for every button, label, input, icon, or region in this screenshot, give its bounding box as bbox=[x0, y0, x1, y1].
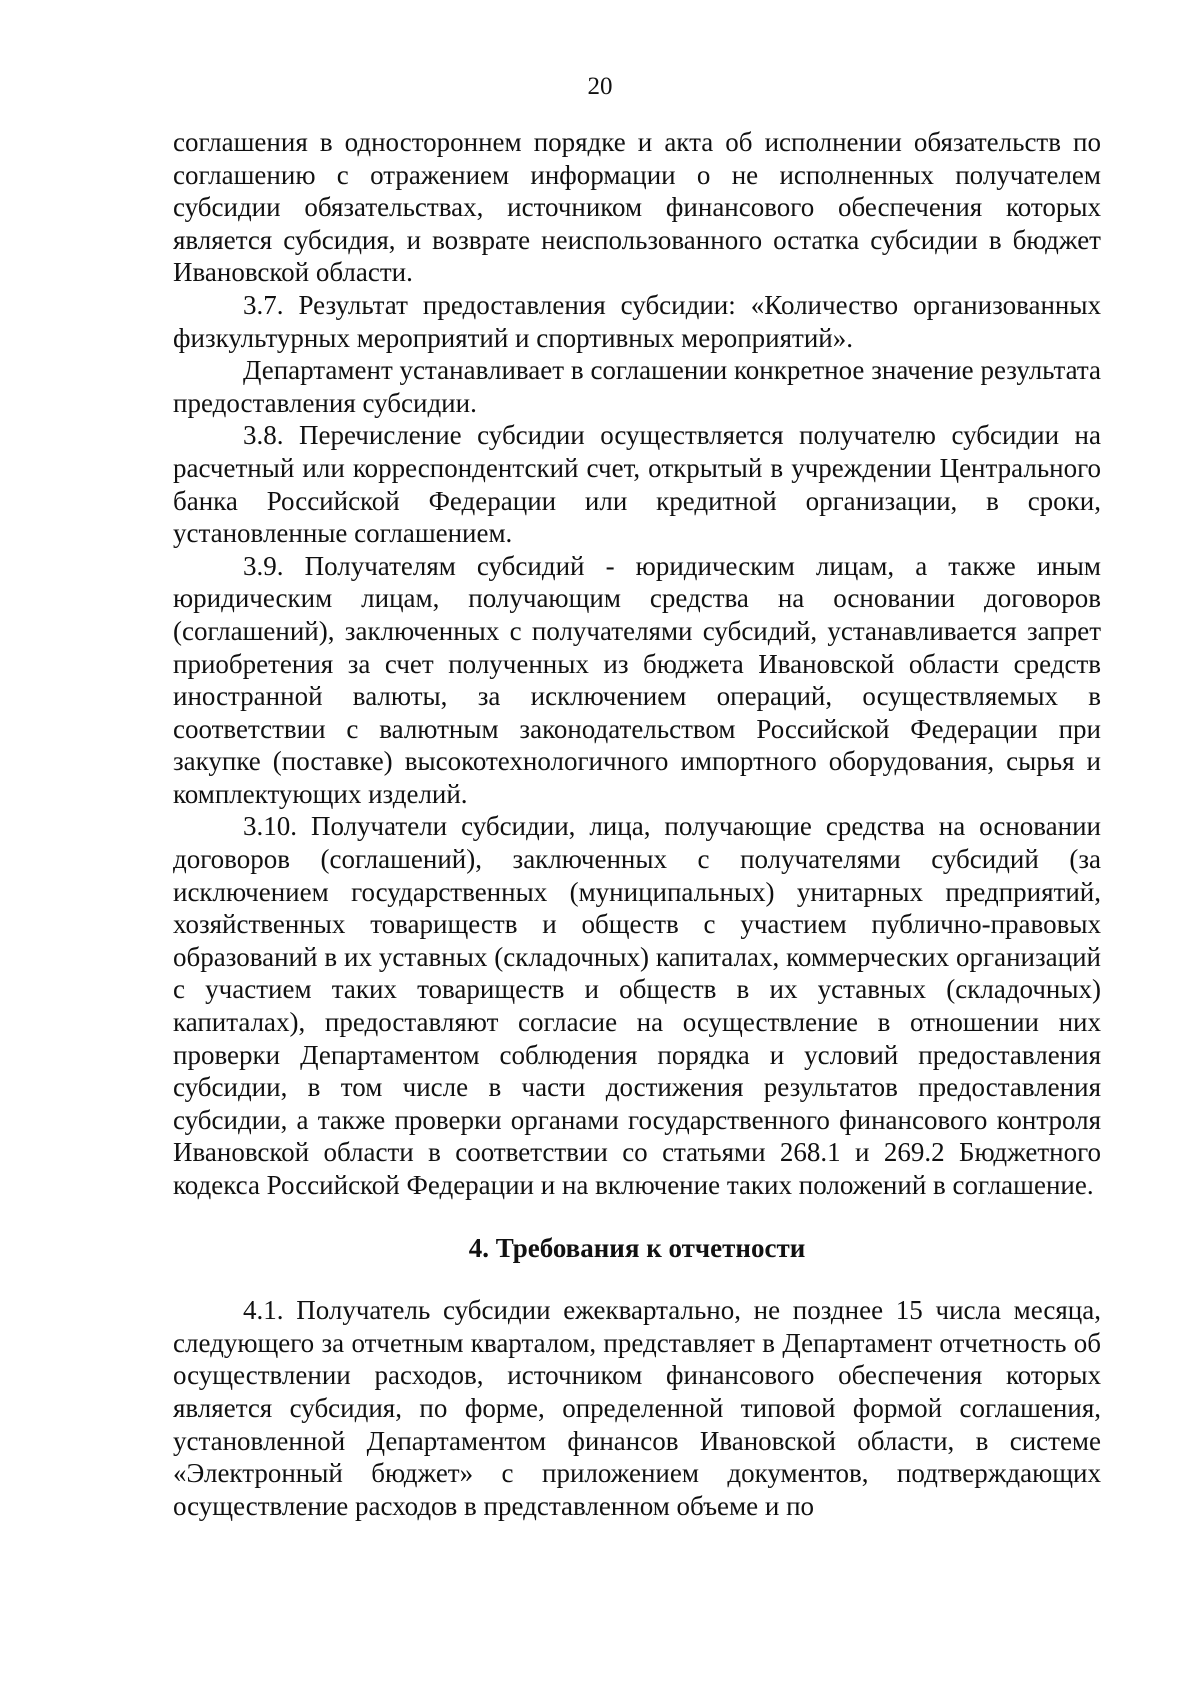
document-body bbox=[173, 126, 1101, 1522]
clause-3-10-paragraph: 3.10. Получатели субсидии, лица, получающие средства на основании договоров (соглашений), заключенных с получателями субсидий (за исключением государственных (муниципальных) унитарных предприятий, хозяйственных товариществ и обществ с участием публично-правовых образований в их уставных (складочных) капиталах, коммерческих организаций с участием таких товариществ и обществ в их уставных (складочных) капиталах), предоставляют согласие на осуществление в отношении них проверки Департаментом соблюдения порядка и условий предоставления субсидии, в том числе в части достижения результатов предоставления субсидии, а также проверки органами государственного финансового контроля Ивановской области в соответствии со статьями 268.1 и 269.2 Бюджетного кодекса Российской Федерации и на включение таких положений в соглашение. bbox=[173, 811, 1101, 1200]
clause-3-8-paragraph: 3.8. Перечисление субсидии осуществляется получателю субсидии на расчетный или корреспондентский счет, открытый в учреждении Центрального банка Российской Федерации или кредитной организации, в сроки, установленные соглашением. bbox=[173, 420, 1101, 549]
section-4-heading: 4. Требования к отчетности bbox=[468, 1232, 806, 1263]
clause-4-1-paragraph: 4.1. Получатель субсидии ежеквартально, не позднее 15 числа месяца, следующего за отчетным кварталом, представляет в Департамент отчетность об осуществлении расходов, источником финансового обеспечения которых является субсидия, по форме, определенной типовой формой соглашения, установленной Департаментом финансов Ивановской области, в системе «Электронный бюджет» с приложением документов, подтверждающих осуществление расходов в представленном объеме и по bbox=[173, 1295, 1101, 1521]
section3-continuation-paragraph: соглашения в одностороннем порядке и акта об исполнении обязательств по соглашению с отражением информации о не исполненных получателем субсидии обязательствах, источником финансового обеспечения которых является субсидия, и возврате неиспользованного остатка субсидии в бюджет Ивановской области. bbox=[173, 127, 1101, 288]
clause-3-7-note-paragraph: Департамент устанавливает в соглашении конкретное значение результата предоставления субсидии. bbox=[173, 355, 1101, 418]
clause-3-9-paragraph: 3.9. Получателям субсидий - юридическим лицам, а также иным юридическим лицам, получающим средства на основании договоров (соглашений), заключенных с получателями субсидий, устанавливается запрет приобретения за счет полученных из бюджета Ивановской области средств иностранной валюты, за исключением операций, осуществляемых в соответствии с валютным законодательством Российской Федерации при закупке (поставке) высокотехнологичного импортного оборудования, сырья и комплектующих изделий. bbox=[173, 550, 1101, 809]
clause-3-7-paragraph: 3.7. Результат предоставления субсидии: «Количество организованных физкультурных мероприятий и спортивных мероприятий». bbox=[173, 289, 1101, 353]
page-number: 20 bbox=[587, 73, 613, 100]
